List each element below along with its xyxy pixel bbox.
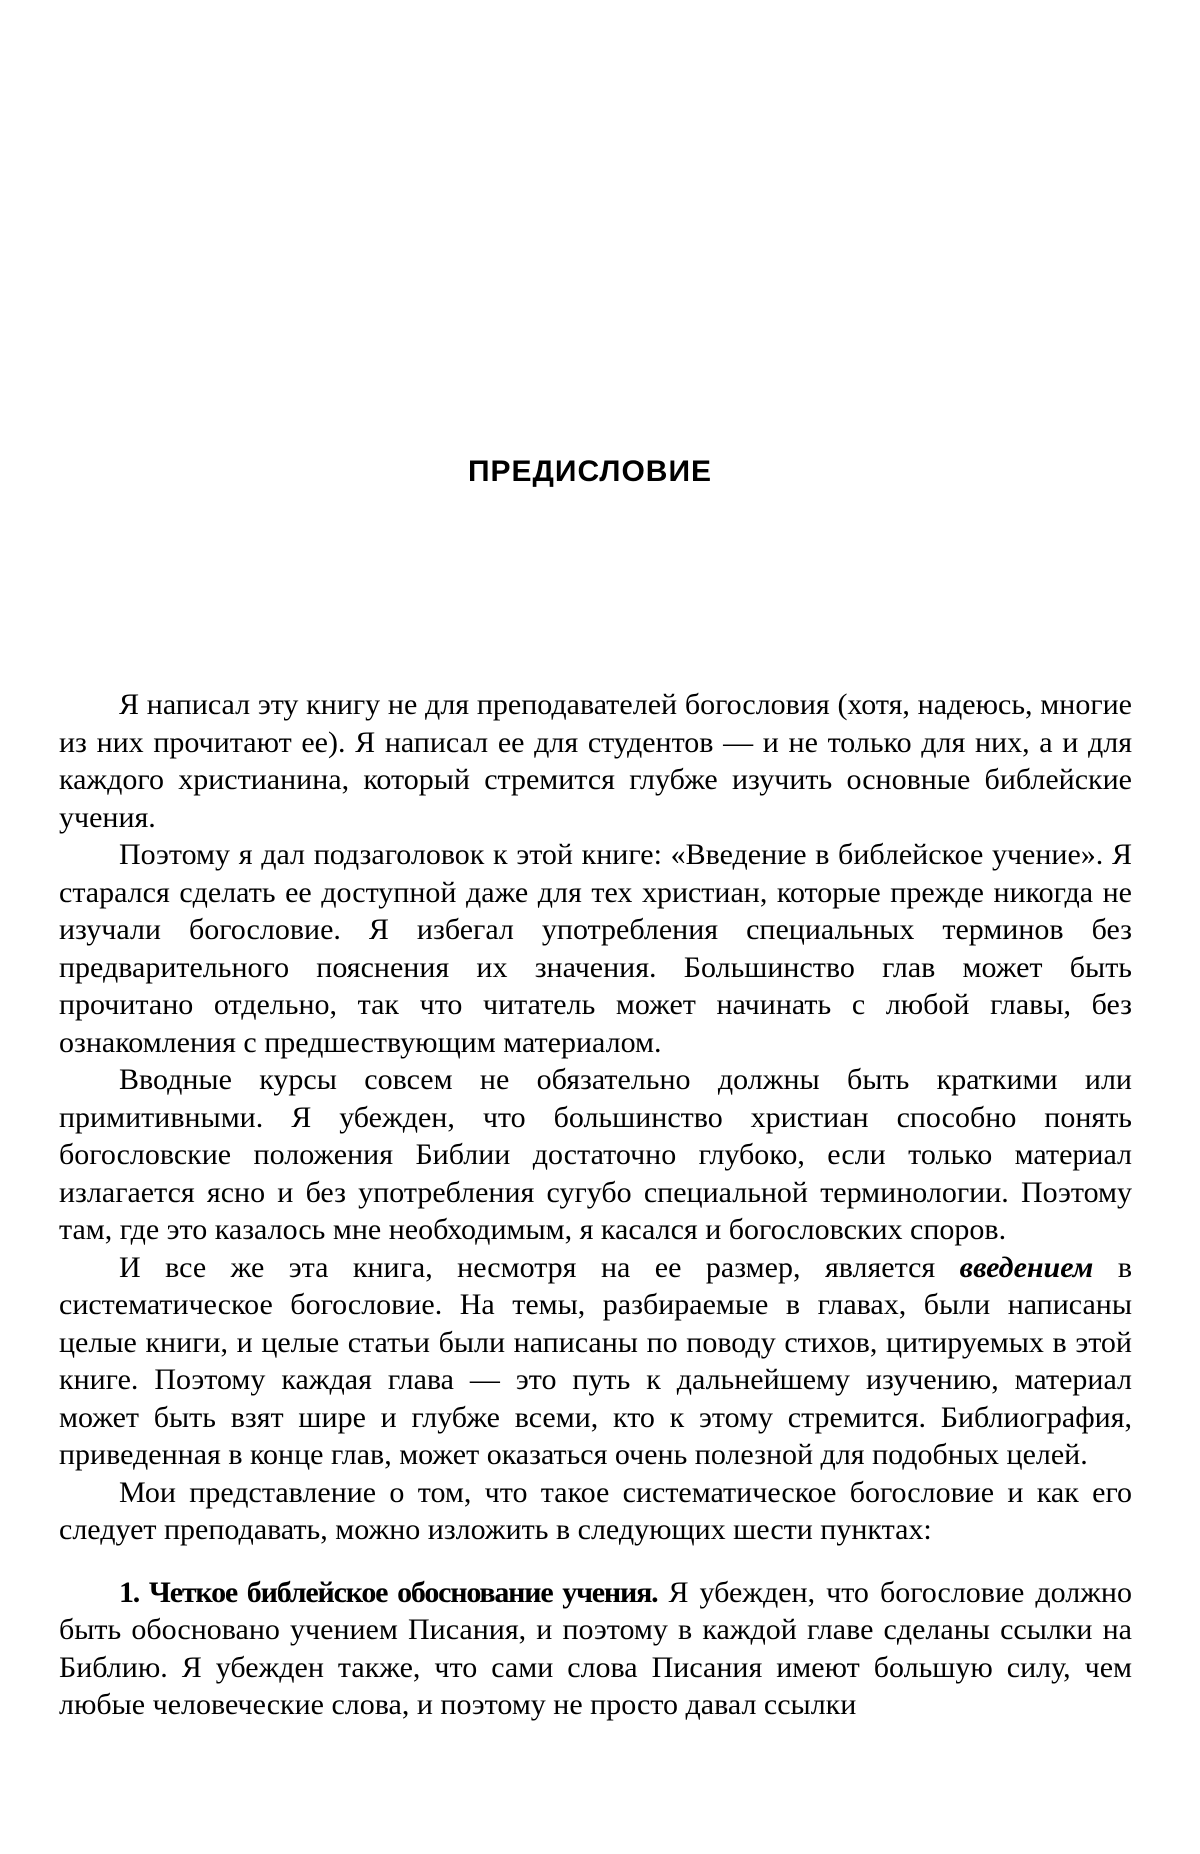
paragraph-4-start: И все же эта книга, несмотря на ее размер, является (119, 1250, 960, 1284)
paragraph-3: Вводные курсы совсем не обязательно должны быть краткими или примитивными. Я убежден, что большинство христиан способно понять богословские положения Библии достаточно глубоко, если только материал излагается ясно и без употребления сугубо специальной терминологии. Поэтому там, где это казалось мне необходимым, я касался и богословских споров. (59, 1063, 1132, 1246)
paragraph-1: Я написал эту книгу не для преподавателей богословия (хотя, надеюсь, многие из них прочитают ее). Я написал ее для студентов — и не только для них, а и для каждого христианина, который стремится глубже изучить основные библейские учения. (59, 688, 1132, 834)
paragraph-6 (59, 1574, 1132, 1724)
paragraph-4 (59, 1249, 1132, 1474)
paragraph-5: Мои представление о том, что такое систематическое богословие и как его следует преподавать, можно изложить в следующих шести пунктах: (59, 1475, 1132, 1546)
page-title: ПРЕДИСЛОВИЕ (467, 455, 713, 488)
preface-body (59, 686, 1132, 1724)
emphasized-term: введением (959, 1250, 1094, 1284)
paragraph-2: Поэтому я дал подзаголовок к этой книге: «Введение в библейское учение». Я старался сделать ее доступной даже для тех христиан, которые прежде никогда не изучали богословие. Я избегал употребления специальных терминов без предварительного пояснения их значения. Большинство глав может быть прочитано отдельно, так что читатель может начинать с любой главы, без ознакомления с предшествующим материалом. (59, 838, 1132, 1059)
paragraph-6-text: Я убежден, что богословие должно быть обосновано учением Писания, и поэтому в каждой главе сделаны ссылки на Библию. Я убежден также, что сами слова Писания имеют большую силу, чем любые человеческие слова, и поэтому не просто давал ссылки (59, 1575, 1132, 1721)
point-heading: 1. Четкое библейское обоснование учения. (119, 1575, 658, 1609)
paragraph-4-end: в систематическое богословие. На темы, разбираемые в главах, были написаны целые книги, и целые статьи были написаны по поводу стихов, цитируемых в этой книге. Поэтому каждая глава — это путь к дальнейшему изучению, материал может быть взят шире и глубже всеми, кто к этому стремится. Библиография, приведенная в конце глав, может оказаться очень полезной для подобных целей. (59, 1250, 1132, 1471)
